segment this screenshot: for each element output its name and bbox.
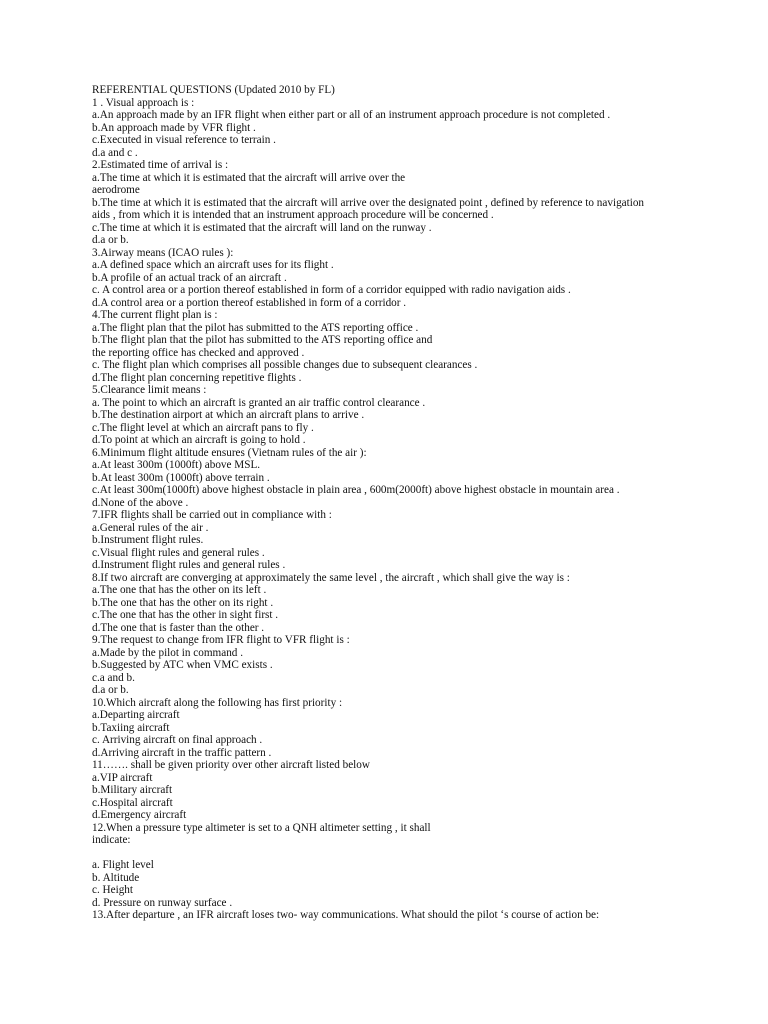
document-line: c.Visual flight rules and general rules . (92, 546, 265, 559)
document-line: b.Taxiing aircraft (92, 721, 170, 734)
document-line: 1 . Visual approach is : (92, 96, 195, 109)
document-line: 8.If two aircraft are converging at approximately the same level , the aircraft , which shall give the way is : (92, 571, 570, 584)
document-line: d.The one that is faster than the other . (92, 621, 265, 634)
document-line (92, 847, 752, 860)
document-line: b.At least 300m (1000ft) above terrain . (92, 471, 270, 484)
document-line: c.a and b. (92, 671, 135, 684)
document-line: a.VIP aircraft (92, 771, 153, 784)
document-line: a.A defined space which an aircraft uses for its flight . (92, 259, 334, 271)
document-line: d.Instrument flight rules and general rules . (92, 559, 286, 571)
document-line: 11……. shall be given priority over other aircraft listed below (92, 759, 370, 771)
document-line: 4.The current flight plan is : (92, 309, 218, 321)
document-line: c.Hospital aircraft (92, 796, 173, 809)
document-line: a.The time at which it is estimated that the aircraft will arrive over the (92, 171, 406, 184)
document-line: b.The one that has the other on its right . (92, 596, 274, 609)
document-line: 9.The request to change from IFR flight to VFR flight is : (92, 634, 350, 646)
document-line: c. The flight plan which comprises all possible changes due to subsequent clearances . (92, 359, 478, 371)
document-line: c. Height (92, 884, 134, 896)
document-line: d.a or b. (92, 684, 129, 696)
document-line: a.Made by the pilot in command . (92, 646, 243, 659)
document-line: b.A profile of an actual track of an aircraft . (92, 271, 287, 284)
document-line: d. Pressure on runway surface . (92, 896, 233, 909)
document-line: aids , from which it is intended that an instrument approach procedure will be concerned . (92, 209, 494, 221)
document-line: 10.Which aircraft along the following has first priority : (92, 696, 343, 709)
document-line: c.The one that has the other in sight first . (92, 609, 279, 621)
document-line: aerodrome (92, 184, 140, 196)
document-line: b.Suggested by ATC when VMC exists . (92, 659, 273, 671)
document-line: d.A control area or a portion thereof established in form of a corridor . (92, 296, 407, 309)
document-page (92, 84, 752, 922)
document-line: c.At least 300m(1000ft) above highest obstacle in plain area , 600m(2000ft) above highest obstacle in mountain area . (92, 484, 620, 496)
document-line: a.General rules of the air . (92, 521, 209, 534)
document-line: 6.Minimum flight altitude ensures (Vietnam rules of the air ): (92, 446, 367, 459)
document-line: 13.After departure , an IFR aircraft loses two- way communications. What should the pilot ‘s course of action be: (92, 909, 600, 921)
document-line: c.Executed in visual reference to terrain . (92, 134, 276, 146)
document-line: b.The time at which it is estimated that the aircraft will arrive over the designated point , defined by reference to navigation (92, 196, 645, 209)
document-line: b. Altitude (92, 871, 140, 884)
document-line: a.At least 300m (1000ft) above MSL. (92, 459, 261, 471)
document-line: d.a or b. (92, 234, 129, 246)
document-line: a.The one that has the other on its left . (92, 584, 267, 596)
document-line: d.a and c . (92, 146, 138, 159)
document-line: d.None of the above . (92, 496, 189, 509)
document-line: d.Arriving aircraft in the traffic pattern . (92, 746, 272, 759)
document-line: a. Flight level (92, 859, 154, 871)
document-line: 12.When a pressure type altimeter is set to a QNH altimeter setting , it shall (92, 821, 431, 834)
document-line: 3.Airway means (ICAO rules ): (92, 246, 234, 259)
document-line: c. Arriving aircraft on final approach . (92, 734, 263, 746)
document-line: b.The destination airport at which an aircraft plans to arrive . (92, 409, 365, 421)
document-line: a.The flight plan that the pilot has submitted to the ATS reporting office . (92, 321, 419, 334)
document-title: REFERENTIAL QUESTIONS (Updated 2010 by FL) (92, 84, 335, 96)
document-line: indicate: (92, 834, 131, 846)
document-line: 7.IFR flights shall be carried out in compliance with : (92, 509, 332, 521)
document-line: a.Departing aircraft (92, 709, 180, 721)
document-line: b.An approach made by VFR flight . (92, 121, 256, 134)
document-line: b.The flight plan that the pilot has submitted to the ATS reporting office and (92, 334, 433, 346)
document-line: b.Instrument flight rules. (92, 534, 204, 546)
document-line: d.Emergency aircraft (92, 809, 187, 821)
document-line: c.The time at which it is estimated that the aircraft will land on the runway . (92, 221, 432, 234)
document-line: b.Military aircraft (92, 784, 173, 796)
document-line: 2.Estimated time of arrival is : (92, 159, 229, 171)
document-line: a.An approach made by an IFR flight when either part or all of an instrument approach procedure is not completed . (92, 109, 611, 121)
document-body (92, 97, 752, 922)
document-line: 5.Clearance limit means : (92, 384, 207, 396)
document-line: c. A control area or a portion thereof established in form of a corridor equipped with radio navigation aids . (92, 284, 571, 296)
document-line: a. The point to which an aircraft is granted an air traffic control clearance . (92, 396, 426, 409)
document-line: c.The flight level at which an aircraft pans to fly . (92, 421, 314, 434)
document-line: the reporting office has checked and approved . (92, 346, 305, 359)
document-line: d.To point at which an aircraft is going to hold . (92, 434, 306, 446)
document-line: d.The flight plan concerning repetitive flights . (92, 371, 302, 384)
